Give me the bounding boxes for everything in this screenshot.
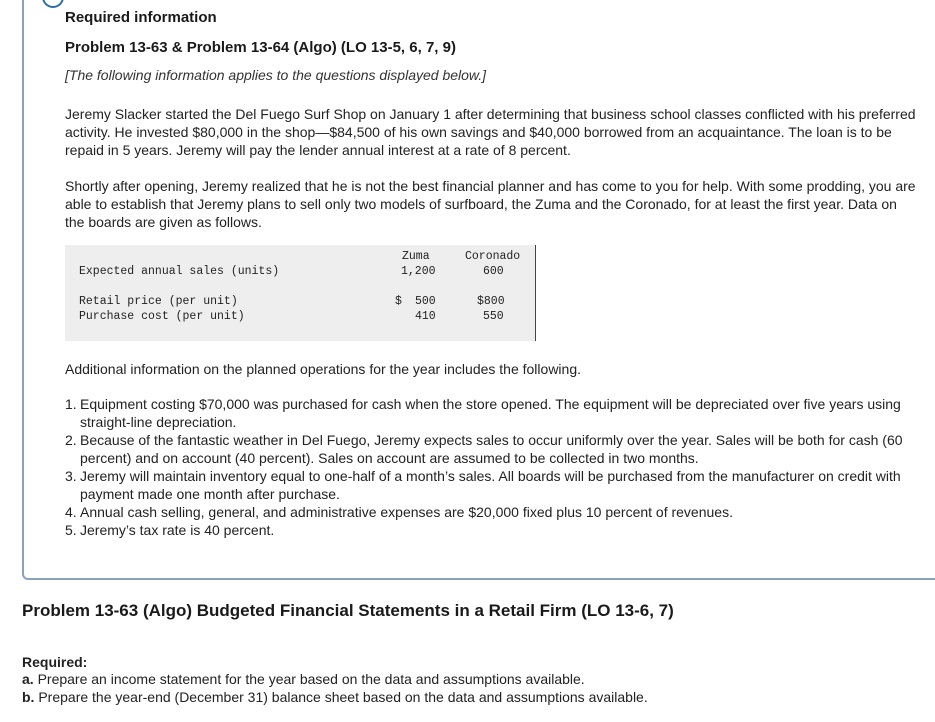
list-item (65, 521, 925, 539)
column-header-zuma: Zuma (402, 250, 430, 263)
cell-cost-zuma: 410 (415, 310, 436, 323)
assumptions-list (65, 395, 925, 539)
required-information-heading: Required information (65, 9, 217, 26)
info-circle-icon (42, 0, 64, 8)
required-label: Required: (22, 654, 88, 670)
list-number: 2. (65, 432, 77, 448)
problem-title: Problem 13-63 & Problem 13-64 (Algo) (LO 13-5, 6, 7, 9) (65, 39, 456, 56)
info-note: [The following information applies to the questions displayed below.] (65, 67, 487, 83)
cell-cost-coronado: 550 (483, 310, 504, 323)
additional-info-intro: Additional information on the planned operations for the year includes the following. (65, 361, 581, 377)
cell-sales-zuma: 1,200 (401, 265, 436, 278)
list-item (65, 395, 925, 431)
row-label-sales: Expected annual sales (units) (79, 265, 280, 278)
requirement-a-text: Prepare an income statement for the year based on the data and assumptions available. (37, 671, 585, 687)
cell-price-coronado: $800 (477, 295, 505, 308)
requirement-b (22, 689, 648, 705)
surfboard-data-table (65, 245, 536, 341)
problem-63-title: Problem 13-63 (Algo) Budgeted Financial Statements in a Retail Firm (LO 13-6, 7) (22, 601, 674, 620)
row-label-cost: Purchase cost (per unit) (79, 310, 245, 323)
list-text: Annual cash selling, general, and administrative expenses are $20,000 fixed plus 10 percent of revenues. (80, 504, 733, 520)
list-text: Jeremy will maintain inventory equal to one-half of a month’s sales. All boards will be purchased from the manufacturer on credit with payment made one month after purchase. (80, 468, 901, 502)
list-item (65, 431, 925, 467)
cell-sales-coronado: 600 (483, 265, 504, 278)
column-header-coronado: Coronado (465, 250, 521, 263)
list-item (65, 467, 925, 503)
context-paragraph: Shortly after opening, Jeremy realized that he is not the best financial planner and has come to you for help. With some prodding, you are able to establish that Jeremy plans to sell only two models of surfboard, the Zuma and the Coronado, for at least the first year. Data on the boards are given as follows. (65, 178, 916, 230)
requirement-a (22, 671, 585, 687)
list-text: Because of the fantastic weather in Del Fuego, Jeremy expects sales to occur uniformly over the year. Sales will be both for cash (60 percent) and on account (40 percent). Sales on account are assumed to be collected in two months. (80, 432, 903, 466)
cell-price-zuma: 500 (415, 295, 436, 308)
list-number: 1. (65, 396, 77, 412)
requirement-b-label: b. (22, 689, 35, 705)
list-number: 4. (65, 504, 77, 520)
list-number: 5. (65, 522, 77, 538)
list-text: Equipment costing $70,000 was purchased for cash when the store opened. The equipment will be depreciated over five years using straight-line depreciation. (80, 396, 901, 430)
requirement-b-text: Prepare the year-end (December 31) balance sheet based on the data and assumptions available. (38, 689, 648, 705)
requirement-a-label: a. (22, 671, 34, 687)
list-item (65, 503, 925, 521)
cell-price-dollar-sign: $ (395, 295, 402, 308)
list-text: Jeremy’s tax rate is 40 percent. (80, 522, 275, 538)
row-label-price: Retail price (per unit) (79, 295, 238, 308)
list-number: 3. (65, 468, 77, 484)
intro-paragraph: Jeremy Slacker started the Del Fuego Surf Shop on January 1 after determining that business school classes conflicted with his preferred activity. He invested $80,000 in the shop—$84,500 of his own savings and $40,000 borrowed from an acquaintance. The loan is to be repaid in 5 years. Jeremy will pay the lender annual interest at a rate of 8 percent. (65, 106, 916, 158)
